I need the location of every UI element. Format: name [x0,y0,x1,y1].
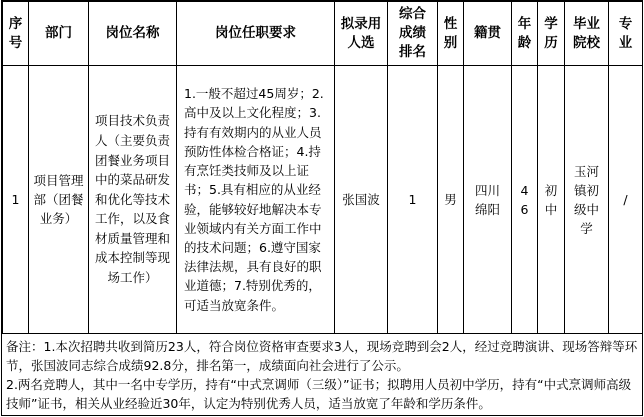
header-dept: 部门 [29,2,89,66]
cell-requirements: 1.一般不超过45周岁；2.高中及以上文化程度；3.持有有效期内的从业人员预防性体检合格证；4.持有烹饪类技师及以上证书；5.具有相应的从业经验，能够较好地解决本专业领域内有关方面工作中的技术问题；6.遵守国家法律法规，具有良好的职业道德；7.特别优秀的，可适当放宽条件。 [177,66,335,334]
header-candidate: 拟录用人选 [335,2,388,66]
header-gender: 性别 [438,2,464,66]
cell-age: 46 [512,66,538,334]
cell-school: 玉河镇初级中学 [565,66,609,334]
cell-post: 项目技术负责人（主要负责团餐业务项目中的菜品研发和优化等技术工作，以及食材质量管理和成本控制等现场工作） [89,66,177,334]
recruitment-table [2,1,643,334]
cell-education: 初中 [538,66,565,334]
header-seq: 序号 [3,2,29,66]
header-row [3,2,643,66]
cell-gender: 男 [438,66,464,334]
cell-candidate: 张国波 [335,66,388,334]
table-row [3,66,643,334]
header-education: 学历 [538,2,565,66]
note-1: 备注：1.本次招聘共收到简历23人，符合岗位资格审查要求3人，现场竞聘到会2人，经过竞聘演讲、现场答辩等环节，张国波同志综合成绩92.8分，排名第一，成绩面向社会进行了公示。 [6,339,638,373]
cell-seq: 1 [3,66,29,334]
header-major: 专业 [609,2,643,66]
notes-section [2,334,642,416]
header-origin: 籍贯 [464,2,512,66]
header-age: 年龄 [512,2,538,66]
header-school: 毕业院校 [565,2,609,66]
cell-dept: 项目管理部（团餐业务） [29,66,89,334]
header-rank: 综合成绩排名 [388,2,438,66]
header-post: 岗位名称 [89,2,177,66]
header-requirements: 岗位任职要求 [177,2,335,66]
cell-major: / [609,66,643,334]
cell-origin: 四川绵阳 [464,66,512,334]
cell-rank: 1 [388,66,438,334]
recruitment-table-sheet [1,0,643,416]
note-2: 2.两名竞聘人，其中一名中专学历，持有“中式烹调师（三级）”证书；拟聘用人员初中学历，持有“中式烹调师高级技师”证书，相关从业经验近30年，认定为特别优秀人员，适当放宽了年龄和学历条件。 [6,377,632,411]
